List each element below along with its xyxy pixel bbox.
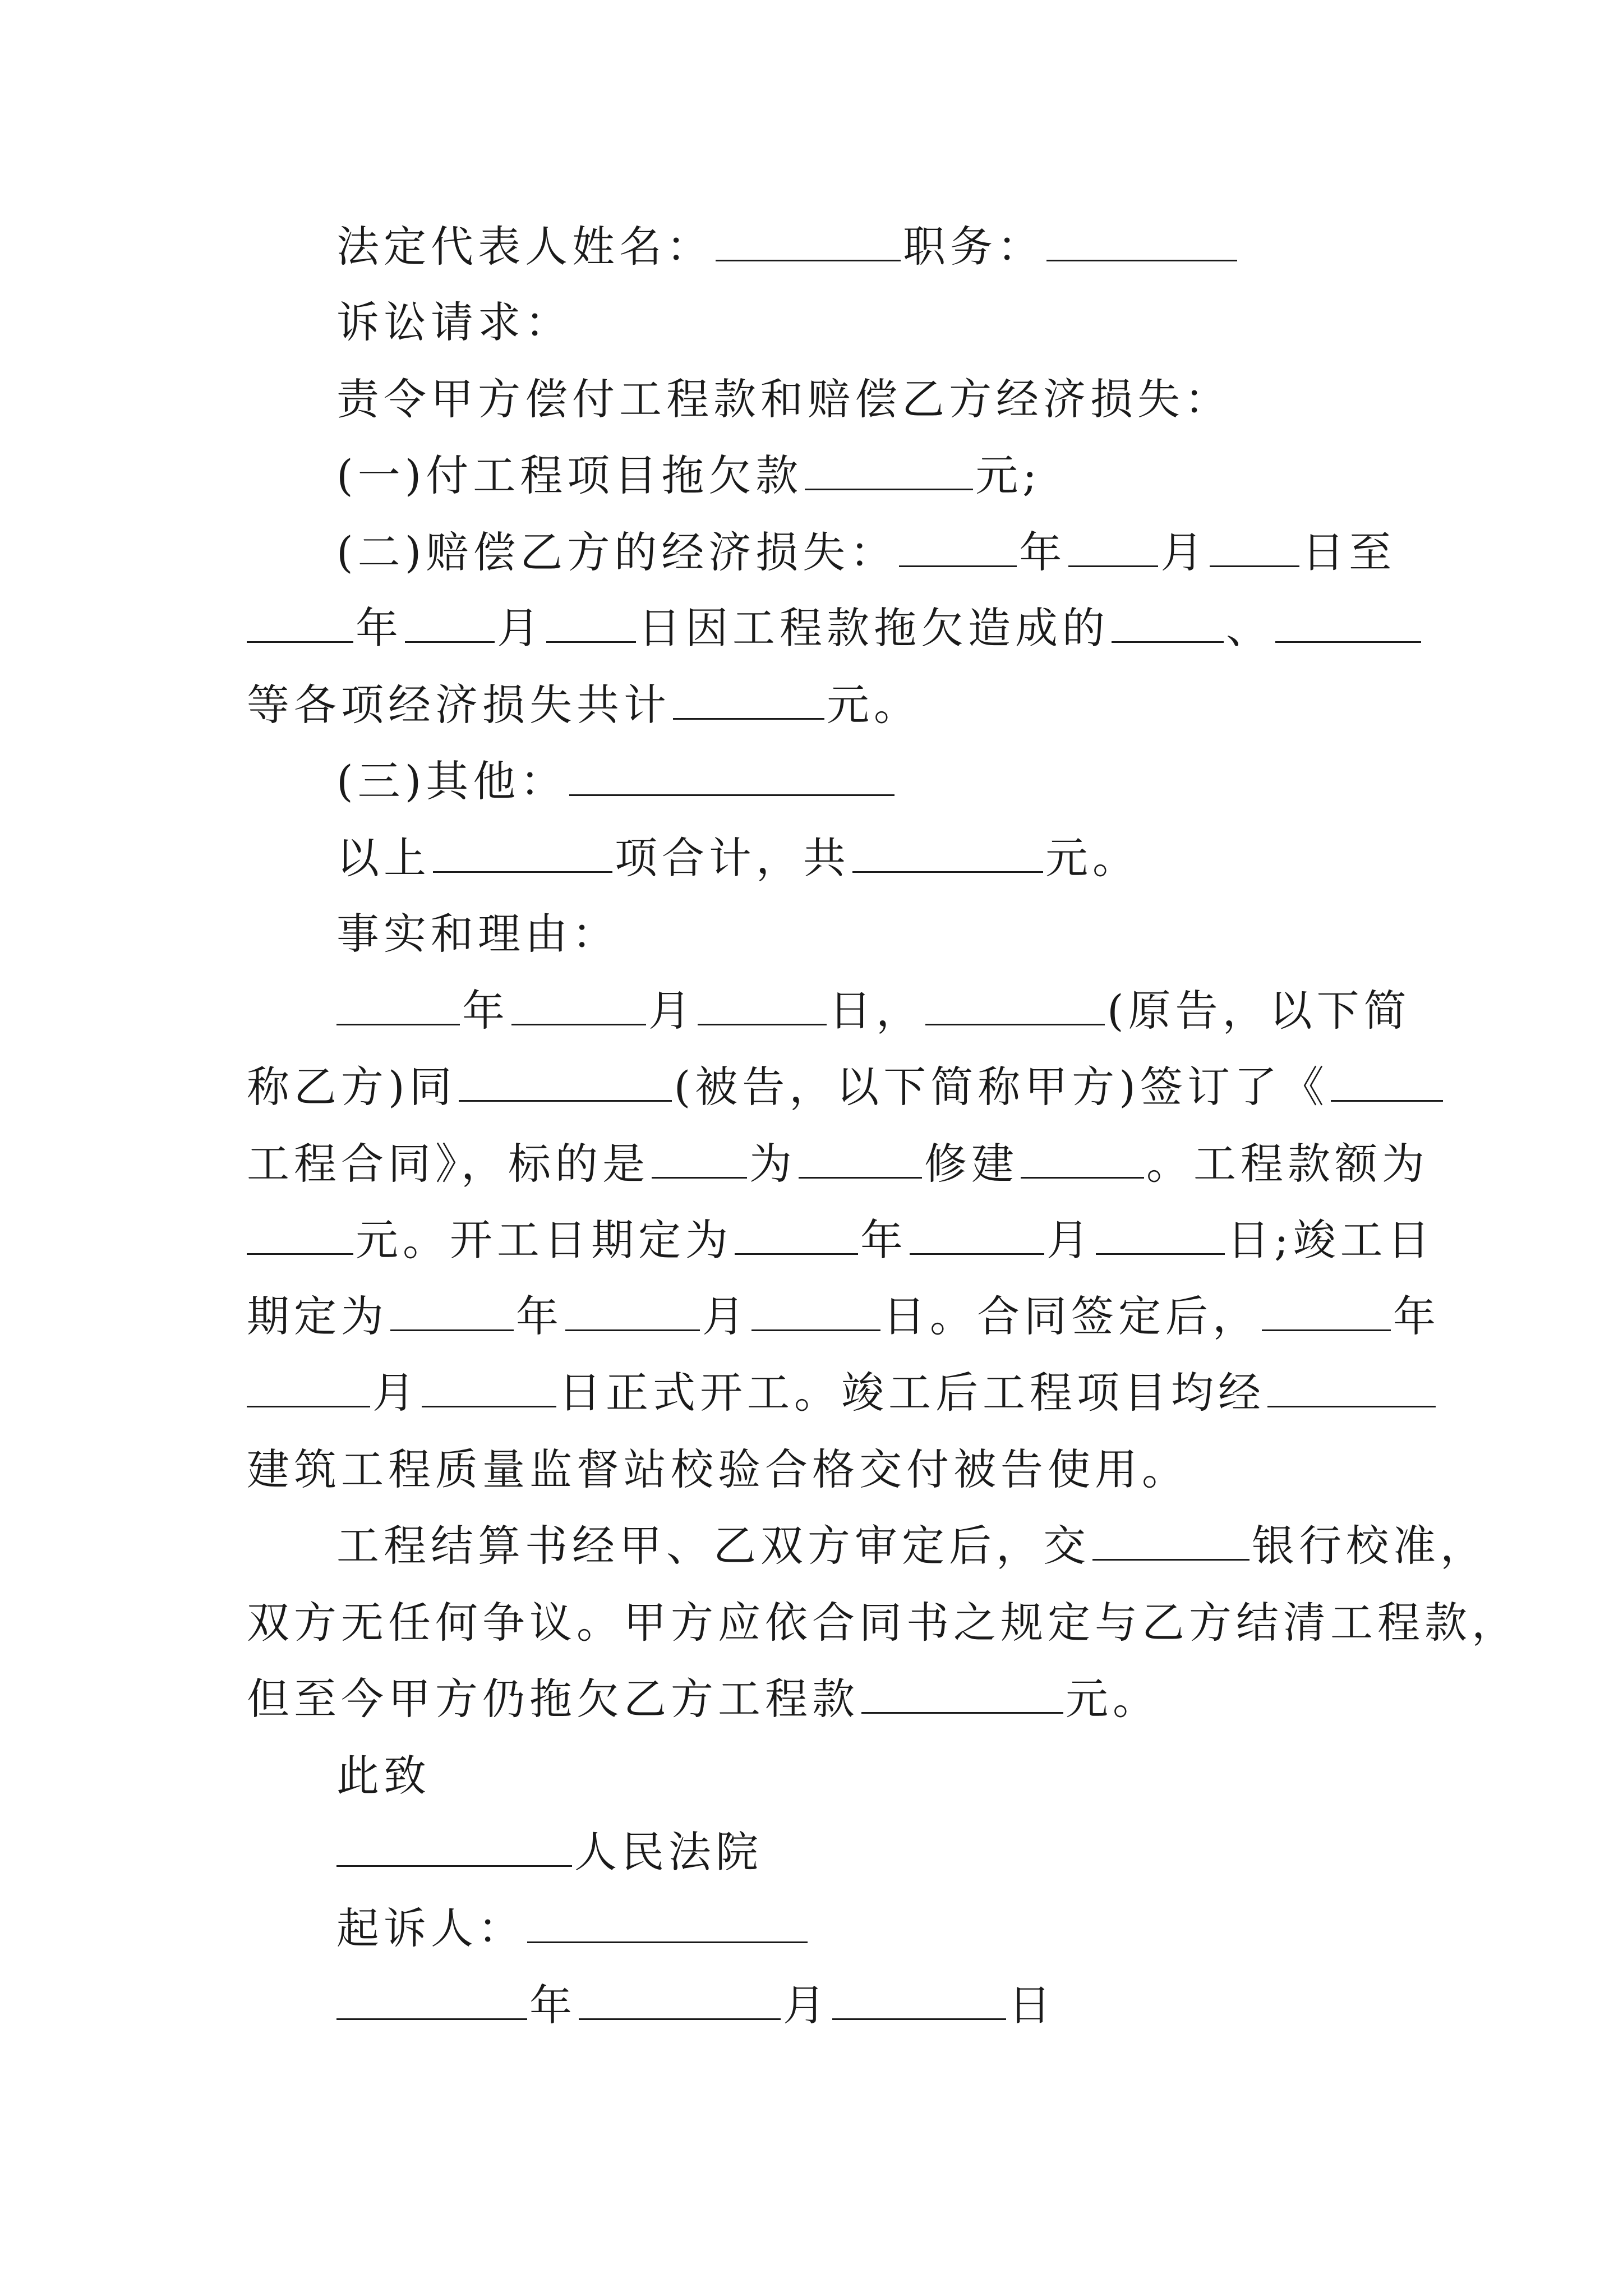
court-name-blank[interactable] bbox=[336, 1826, 572, 1867]
end-month-blank[interactable] bbox=[565, 1290, 700, 1331]
loss-total-line bbox=[247, 677, 1391, 733]
defendant-note: (被告，以下简称甲方)签订了《 bbox=[674, 1062, 1329, 1112]
year-label: 年 bbox=[860, 1215, 907, 1265]
to-day-blank[interactable] bbox=[546, 602, 636, 643]
separator: 、 bbox=[1226, 603, 1273, 653]
completion-date-text: 期定为 bbox=[247, 1291, 388, 1341]
items-count-blank[interactable] bbox=[433, 832, 612, 873]
salutation: 此致 bbox=[336, 1751, 431, 1801]
facts-line-5 bbox=[247, 1289, 1440, 1345]
from-day-blank[interactable] bbox=[1210, 526, 1299, 567]
bank-blank[interactable] bbox=[1092, 1520, 1249, 1561]
claims-heading: 诉讼请求： bbox=[336, 297, 572, 347]
contract-subject-text: 工程合同》，标的是 bbox=[247, 1139, 649, 1189]
year-label: 年 bbox=[1393, 1291, 1440, 1341]
from-year-blank[interactable] bbox=[899, 526, 1017, 567]
court-label: 人民法院 bbox=[574, 1827, 763, 1877]
loss-total-unit: 元。 bbox=[827, 680, 921, 730]
claim-item-1 bbox=[336, 448, 1391, 504]
facts-line-7: 建筑工程质量监督站校验合格交付被告使用。 bbox=[247, 1444, 1189, 1494]
total-above-label: 以上 bbox=[336, 833, 431, 883]
year-label: 年 bbox=[529, 1980, 577, 2030]
total-sum-label: 项合计，共 bbox=[615, 833, 850, 883]
day-label: 日， bbox=[829, 986, 923, 1036]
claim-2-continued bbox=[247, 600, 1391, 656]
month-label: 月 bbox=[1160, 527, 1208, 577]
other-blank[interactable] bbox=[569, 755, 895, 796]
year-label: 年 bbox=[516, 1291, 563, 1341]
month-label: 月 bbox=[702, 1291, 749, 1341]
month-label: 月 bbox=[648, 986, 695, 1036]
settlement-line-3 bbox=[247, 1671, 1391, 1727]
total-amount-blank[interactable] bbox=[852, 832, 1043, 873]
sign-year-blank[interactable] bbox=[336, 984, 460, 1025]
start-day-blank[interactable] bbox=[1096, 1214, 1225, 1255]
loss-total-text: 等各项经济损失共计 bbox=[247, 680, 671, 730]
completion-label: 日;竣工日 bbox=[1227, 1215, 1435, 1265]
filing-date-line bbox=[336, 1977, 1391, 2033]
facts-line-3 bbox=[247, 1136, 1429, 1192]
after-signing-text: 日。合同签定后， bbox=[883, 1291, 1260, 1341]
facts-heading: 事实和理由： bbox=[336, 909, 619, 959]
for-label: 为 bbox=[749, 1139, 796, 1189]
position-blank[interactable] bbox=[1046, 220, 1237, 261]
inspection-region-blank[interactable] bbox=[1267, 1366, 1436, 1407]
party-b-text: 称乙方)同 bbox=[247, 1062, 457, 1112]
claim-item-3 bbox=[336, 753, 1391, 809]
actual-start-day-blank[interactable] bbox=[422, 1366, 556, 1407]
defendant-blank[interactable] bbox=[459, 1061, 672, 1102]
month-label: 月 bbox=[783, 1980, 830, 2030]
arrears-unit: 元。 bbox=[1066, 1674, 1160, 1724]
from-month-blank[interactable] bbox=[1068, 526, 1158, 567]
subject-blank[interactable] bbox=[652, 1138, 747, 1179]
plaintiff-blank[interactable] bbox=[925, 984, 1105, 1025]
start-year-blank[interactable] bbox=[735, 1214, 858, 1255]
claim-2-text: (二)赔偿乙方的经济损失： bbox=[336, 527, 897, 577]
arrears-amount-blank[interactable] bbox=[805, 449, 973, 490]
arrears-total-blank[interactable] bbox=[861, 1673, 1063, 1714]
sign-month-blank[interactable] bbox=[511, 984, 646, 1025]
total-line bbox=[336, 830, 1391, 886]
start-month-blank[interactable] bbox=[910, 1214, 1044, 1255]
month-label: 月 bbox=[1046, 1215, 1094, 1265]
other-label: (三)其他： bbox=[336, 756, 568, 806]
contract-amount-blank[interactable] bbox=[247, 1214, 353, 1255]
facts-line-4 bbox=[247, 1212, 1435, 1268]
end-day-blank[interactable] bbox=[751, 1290, 880, 1331]
end-year-blank[interactable] bbox=[390, 1290, 514, 1331]
commencement-text: 日正式开工。竣工后工程项目均经 bbox=[559, 1368, 1265, 1418]
settlement-text: 工程结算书经甲、乙双方审定后，交 bbox=[336, 1521, 1090, 1571]
plaintiff-note: (原告，以下简 bbox=[1107, 986, 1411, 1036]
year-label: 年 bbox=[1019, 527, 1067, 577]
court-line bbox=[336, 1824, 1391, 1880]
settlement-line-2: 双方无任何争议。甲方应依合同书之规定与乙方结清工程款， bbox=[247, 1598, 1519, 1648]
facts-line-2 bbox=[247, 1059, 1391, 1115]
claim-1-text: (一)付工程项目拖欠款 bbox=[336, 450, 803, 500]
month-label: 月 bbox=[497, 603, 544, 653]
contract-name-blank[interactable] bbox=[1331, 1061, 1443, 1102]
filing-year-blank[interactable] bbox=[336, 1979, 527, 2020]
plaintiff-signature-line bbox=[336, 1901, 1391, 1957]
facts-line-6 bbox=[247, 1365, 1391, 1421]
to-year-blank[interactable] bbox=[247, 602, 353, 643]
day-to-label: 日至 bbox=[1302, 527, 1396, 577]
to-month-blank[interactable] bbox=[405, 602, 495, 643]
filing-day-blank[interactable] bbox=[832, 1979, 1006, 2020]
day-label: 日 bbox=[1008, 1980, 1055, 2030]
loss-total-blank[interactable] bbox=[673, 679, 824, 720]
sign-day-blank[interactable] bbox=[698, 984, 827, 1025]
year-label: 年 bbox=[462, 986, 509, 1036]
claim-1-unit: 元; bbox=[975, 450, 1041, 500]
claims-intro: 责令甲方偿付工程款和赔偿乙方经济损失： bbox=[336, 374, 1232, 424]
project-blank[interactable] bbox=[1021, 1138, 1144, 1179]
year-label: 年 bbox=[356, 603, 403, 653]
month-label: 月 bbox=[372, 1368, 419, 1418]
arrears-text: 但至今甲方仍拖欠乙方工程款 bbox=[247, 1674, 859, 1724]
start-date-text: 元。开工日期定为 bbox=[356, 1215, 732, 1265]
actual-start-month-blank[interactable] bbox=[247, 1366, 370, 1407]
plaintiff-label: 起诉人： bbox=[336, 1903, 525, 1953]
build-label: 修建 bbox=[924, 1139, 1018, 1189]
legal-rep-label: 法定代表人姓名： bbox=[336, 222, 713, 272]
position-label: 职务： bbox=[903, 222, 1044, 272]
total-unit: 元。 bbox=[1045, 833, 1140, 883]
claim-item-2 bbox=[336, 524, 1396, 581]
legal-rep-blank[interactable] bbox=[716, 220, 901, 261]
loss-cause-text: 日因工程款拖欠造成的 bbox=[638, 603, 1109, 653]
loss-item-2-blank[interactable] bbox=[1275, 602, 1421, 643]
bank-verify-text: 银行校准， bbox=[1252, 1521, 1487, 1571]
filing-month-blank[interactable] bbox=[579, 1979, 781, 2020]
actual-start-year-blank[interactable] bbox=[1262, 1290, 1391, 1331]
facts-line-1 bbox=[336, 983, 1411, 1039]
legal-rep-line bbox=[336, 219, 1391, 275]
settlement-line-1 bbox=[336, 1518, 1487, 1574]
client-blank[interactable] bbox=[799, 1138, 922, 1179]
loss-item-1-blank[interactable] bbox=[1112, 602, 1224, 643]
amount-label: 。工程款额为 bbox=[1146, 1139, 1429, 1189]
plaintiff-signature-blank[interactable] bbox=[527, 1902, 808, 1943]
